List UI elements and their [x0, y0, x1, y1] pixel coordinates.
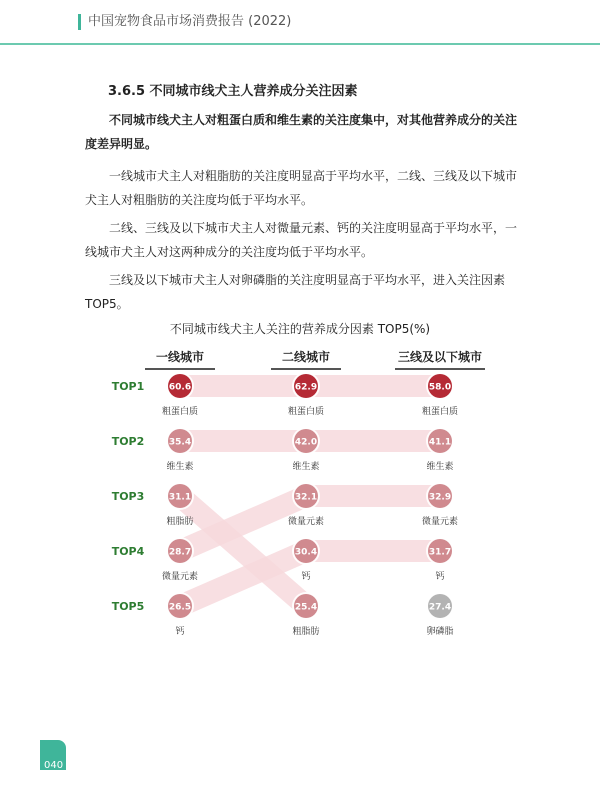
- value-label: 35.4: [168, 437, 192, 448]
- nutrient-label: 卵磷脂: [426, 627, 454, 637]
- nutrient-label: 钙: [301, 572, 311, 582]
- nutrient-label: 维生素: [166, 462, 194, 472]
- paragraph-3: 二线、三线及以下城市犬主人对微量元素、钙的关注度明显高于平均水平，一线城市犬主人对这两种成分的关注度均低于平均水平。: [85, 221, 518, 259]
- value-label: 62.9: [294, 382, 318, 393]
- section-title: 3.6.5 不同城市线犬主人营养成分关注因素: [108, 84, 358, 99]
- value-label: 27.4: [428, 602, 452, 613]
- paragraph-2: 一线城市犬主人对粗脂肪的关注度明显高于平均水平，二线、三线及以下城市犬主人对粗脂肪的关注度均低于平均水平。: [85, 169, 518, 207]
- value-label: 42.0: [294, 437, 318, 448]
- value-label: 30.4: [294, 547, 318, 558]
- page-number: 040: [44, 760, 64, 771]
- nutrient-label: 钙: [175, 627, 185, 637]
- value-label: 31.1: [168, 492, 192, 503]
- nutrient-label: 微量元素: [421, 517, 459, 527]
- nutrient-label: 粗脂肪: [292, 627, 320, 637]
- value-label: 41.1: [428, 437, 452, 448]
- column-header-tier2: 二线城市: [281, 350, 330, 364]
- chart-title: 不同城市线犬主人关注的营养成分因素 TOP5(%): [169, 322, 431, 336]
- rank-label: TOP4: [111, 545, 145, 558]
- value-label: 32.9: [428, 492, 452, 503]
- value-label: 28.7: [168, 547, 192, 558]
- rank-label: TOP2: [111, 435, 145, 448]
- nutrient-label: 微量元素: [161, 572, 199, 582]
- rank-label: TOP5: [111, 600, 145, 613]
- nutrient-label: 粗蛋白质: [421, 407, 459, 417]
- value-label: 58.0: [428, 382, 452, 393]
- column-header-tier3: 三线及以下城市: [397, 350, 482, 364]
- rank-label: TOP1: [111, 380, 145, 393]
- paragraph-4: 三线及以下城市犬主人对卵磷脂的关注度明显高于平均水平，进入关注因素TOP5。: [85, 273, 506, 311]
- value-label: 60.6: [168, 382, 192, 393]
- value-label: 25.4: [294, 602, 318, 613]
- nutrient-label: 微量元素: [287, 517, 325, 527]
- nutrient-label: 粗脂肪: [166, 517, 194, 527]
- nutrient-label: 粗蛋白质: [161, 407, 199, 417]
- value-label: 31.7: [428, 547, 452, 558]
- value-label: 26.5: [168, 602, 192, 613]
- rank-label: TOP3: [111, 490, 145, 503]
- nutrient-label: 钙: [435, 572, 445, 582]
- paragraph-1: 不同城市线犬主人对粗蛋白质和维生素的关注度集中，对其他营养成分的关注度差异明显。: [85, 113, 518, 151]
- nutrient-label: 维生素: [426, 462, 454, 472]
- nutrient-label: 维生素: [292, 462, 320, 472]
- column-header-tier1: 一线城市: [155, 350, 204, 364]
- report-title: 中国宠物食品市场消费报告 (2022): [88, 14, 292, 29]
- nutrient-label: 粗蛋白质: [287, 407, 325, 417]
- value-label: 32.1: [294, 492, 318, 503]
